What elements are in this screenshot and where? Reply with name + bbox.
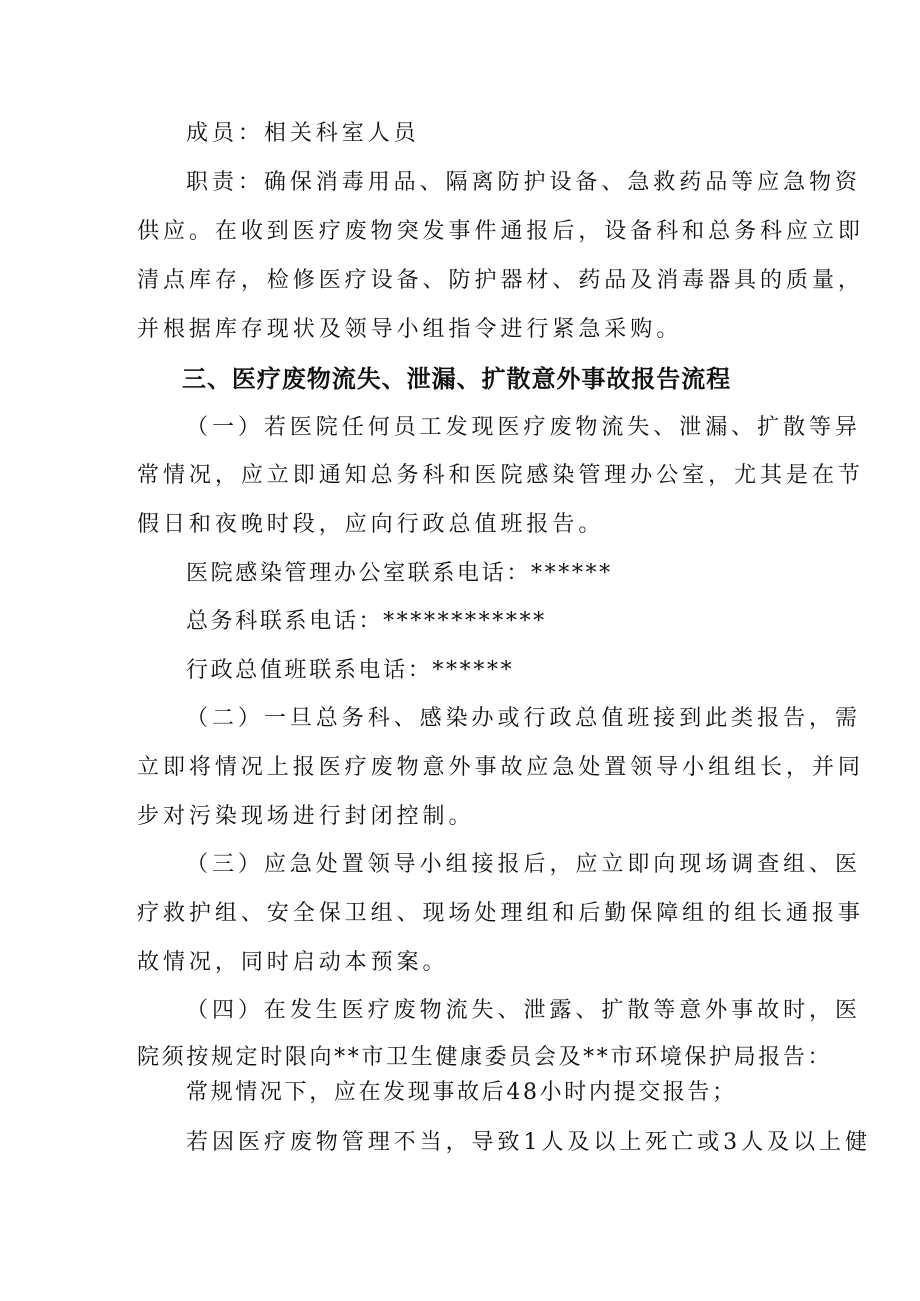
paragraph-line: 疗救护组、安全保卫组、现场处理组和后勤保障组的组长通报事: [137, 901, 864, 926]
paragraph-line: 常情况，应立即通知总务科和医院感染管理办公室，尤其是在节: [137, 463, 864, 488]
section-heading: 三、医疗废物流失、泄漏、扩散意外事故报告流程: [182, 364, 732, 393]
paragraph-line: 故情况，同时启动本预案。: [137, 950, 449, 975]
paragraph-line: （二）一旦总务科、感染办或行政总值班接到此类报告，需: [186, 706, 861, 731]
paragraph-line: 步对污染现场进行封闭控制。: [137, 804, 475, 829]
paragraph-line: 立即将情况上报医疗废物意外事故应急处置领导小组组长，并同: [137, 755, 864, 780]
members-line: 成员：相关科室人员: [186, 121, 420, 146]
duties-line: 供应。在收到医疗废物突发事件通报后，设备科和总务科应立即: [137, 219, 864, 244]
paragraph-line: （一）若医院任何员工发现医疗废物流失、泄漏、扩散等异: [186, 415, 861, 440]
paragraph-line: 院须按规定时限向**市卫生健康委员会及**市环境保护局报告：: [137, 1045, 833, 1070]
phone-line: 总务科联系电话：************: [186, 609, 547, 634]
paragraph-line: 假日和夜晚时段，应向行政总值班报告。: [137, 512, 605, 537]
paragraph-line: 常规情况下，应在发现事故后48小时内提交报告；: [186, 1080, 737, 1105]
duties-line: 职责：确保消毒用品、隔离防护设备、急救药品等应急物资: [186, 170, 861, 195]
paragraph-line: （四）在发生医疗废物流失、泄露、扩散等意外事故时，医: [186, 998, 861, 1023]
paragraph-line: 若因医疗废物管理不当，导致1人及以上死亡或3人及以上健: [186, 1130, 871, 1155]
paragraph-line: （三）应急处置领导小组接报后，应立即向现场调查组、医: [186, 852, 861, 877]
phone-line: 医院感染管理办公室联系电话：******: [186, 561, 613, 586]
phone-line: 行政总值班联系电话：******: [186, 658, 515, 683]
duties-line: 并根据库存现状及领导小组指令进行紧急采购。: [137, 317, 683, 342]
duties-line: 清点库存，检修医疗设备、防护器材、药品及消毒器具的质量，: [137, 268, 864, 293]
